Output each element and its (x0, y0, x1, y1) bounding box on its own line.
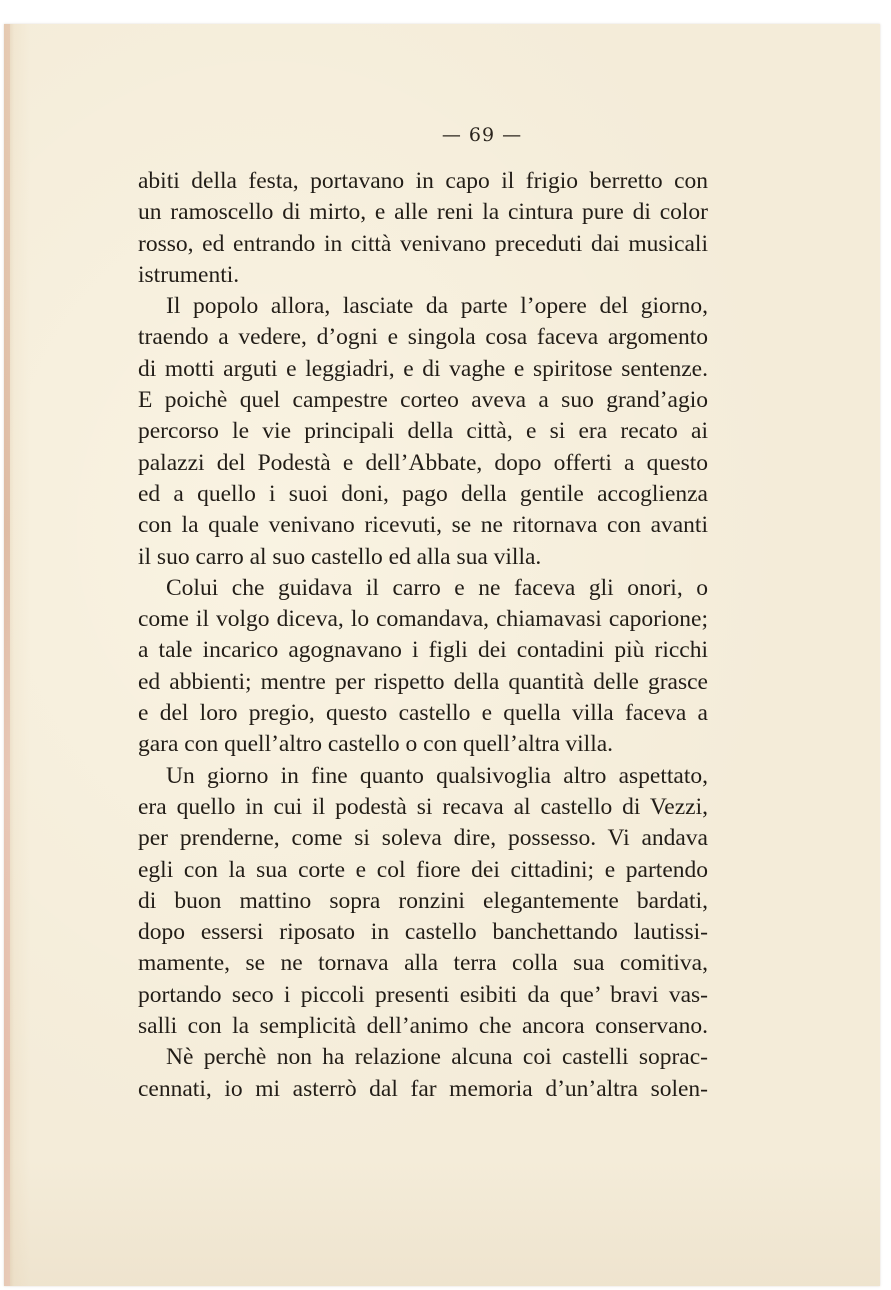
text-line: per prenderne, come si soleva dire, possesso. Vi andava (138, 825, 708, 852)
text-line: di buon mattino sopra ronzini elegantemente bardati, (138, 887, 708, 914)
text-line: rosso, ed entrando in città venivano preceduti dai musicali (138, 230, 708, 257)
text-line: traendo a vedere, d’ogni e singola cosa faceva argomento (138, 324, 708, 351)
text-line: egli con la sua corte e col fiore dei cittadini; e partendo (138, 856, 708, 883)
text-line: era quello in cui il podestà si recava al castello di Vezzi, (138, 793, 708, 820)
page-number: — 69 — (441, 124, 523, 146)
text-line: percorso le vie principali della città, e si era recato ai (138, 418, 708, 445)
text-line: Il popolo allora, lasciate da parte l’opere del giorno, (166, 293, 708, 320)
text-line: il suo carro al suo castello ed alla sua villa. (138, 543, 542, 570)
text-line: portando seco i piccoli presenti esibiti da que’ bravi vas- (138, 981, 708, 1008)
text-line: e del loro pregio, questo castello e quella villa faceva a (138, 700, 708, 727)
body-text (138, 166, 708, 1105)
text-line: salli con la semplicità dell’animo che ancora conservano. (138, 1013, 708, 1040)
text-line: E poichè quel campestre corteo aveva a suo grand’agio (138, 387, 708, 414)
text-line: mamente, se ne tornava alla terra colla sua comitiva, (138, 950, 708, 977)
text-line: a tale incarico agognavano i figli dei contadini più ricchi (138, 637, 708, 664)
book-page (4, 24, 880, 1286)
text-line: ed a quello i suoi doni, pago della gentile accoglienza (138, 480, 708, 507)
text-line: dopo essersi riposato in castello banchettando lautissi- (138, 919, 708, 946)
text-line: di motti arguti e leggiadri, e di vaghe e spiritose sentenze. (138, 355, 708, 382)
text-line: ed abbienti; mentre per rispetto della quantità delle grasce (138, 668, 708, 695)
text-line: Colui che guidava il carro e ne faceva gli onori, o (166, 574, 708, 601)
text-line: istrumenti. (138, 261, 240, 288)
text-line: un ramoscello di mirto, e alle reni la cintura pure di color (138, 199, 708, 226)
text-line: abiti della festa, portavano in capo il frigio berretto con (138, 168, 708, 194)
text-line: con la quale venivano ricevuti, se ne ritornava con avanti (138, 512, 708, 539)
text-line: come il volgo diceva, lo comandava, chiamavasi caporione; (138, 606, 708, 633)
text-line: Un giorno in fine quanto qualsivoglia altro aspettato, (166, 762, 708, 789)
text-line: Nè perchè non ha relazione alcuna coi castelli soprac- (166, 1044, 708, 1071)
text-line: palazzi del Podestà e dell’Abbate, dopo offerti a questo (138, 449, 708, 476)
page-binding-edge (4, 24, 10, 1286)
text-line: gara con quell’altro castello o con quell’altra villa. (138, 731, 614, 758)
text-line: cennati, io mi asterrò dal far memoria d’un’altra solen- (138, 1075, 708, 1102)
